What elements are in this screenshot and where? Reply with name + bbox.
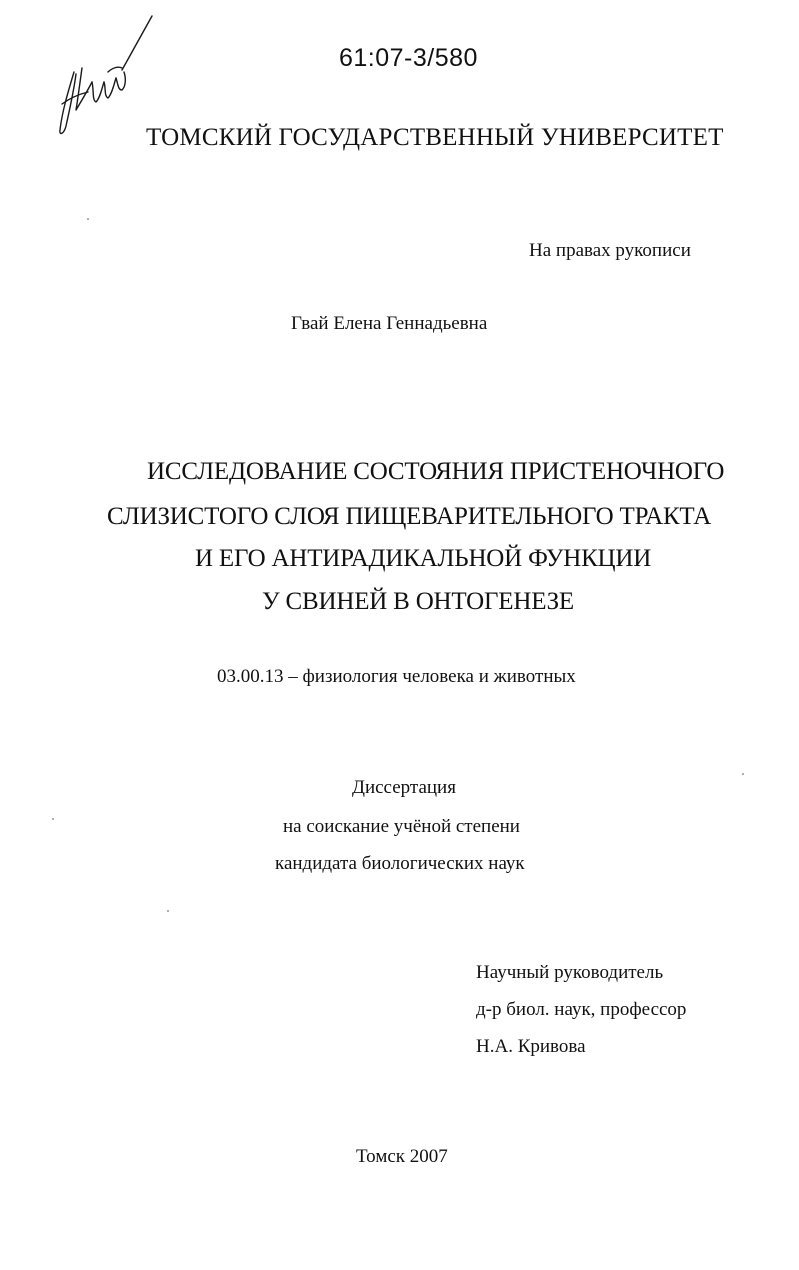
- supervisor-line: Научный руководитель: [476, 962, 664, 983]
- title-line: ИССЛЕДОВАНИЕ СОСТОЯНИЯ ПРИСТЕНОЧНОГО: [147, 458, 725, 485]
- dissertation-line: кандидата биологических наук: [275, 853, 525, 874]
- author-name: Гвай Елена Геннадьевна: [291, 313, 488, 334]
- scan-speck: [52, 818, 54, 820]
- supervisor-line: д-р биол. наук, профессор: [476, 999, 687, 1020]
- title-line: И ЕГО АНТИРАДИКАЛЬНОЙ ФУНКЦИИ: [195, 545, 652, 572]
- title-line: СЛИЗИСТОГО СЛОЯ ПИЩЕВАРИТЕЛЬНОГО ТРАКТА: [107, 503, 712, 530]
- scan-speck: [167, 910, 169, 912]
- dissertation-line: на соискание учёной степени: [283, 816, 520, 837]
- supervisor-line: Н.А. Кривова: [476, 1036, 586, 1057]
- dissertation-line: Диссертация: [352, 777, 456, 798]
- handwritten-signature: [52, 12, 164, 140]
- shelfmark-number: 61:07-3/580: [339, 44, 478, 72]
- scan-speck: [87, 218, 89, 220]
- scan-speck: [742, 773, 744, 775]
- place-and-year: Томск 2007: [356, 1146, 448, 1167]
- manuscript-rights-note: На правах рукописи: [529, 240, 691, 261]
- specialty-code: 03.00.13 – физиология человека и животных: [217, 666, 576, 687]
- university-name: ТОМСКИЙ ГОСУДАРСТВЕННЫЙ УНИВЕРСИТЕТ: [146, 124, 724, 151]
- title-line: У СВИНЕЙ В ОНТОГЕНЕЗЕ: [262, 588, 574, 615]
